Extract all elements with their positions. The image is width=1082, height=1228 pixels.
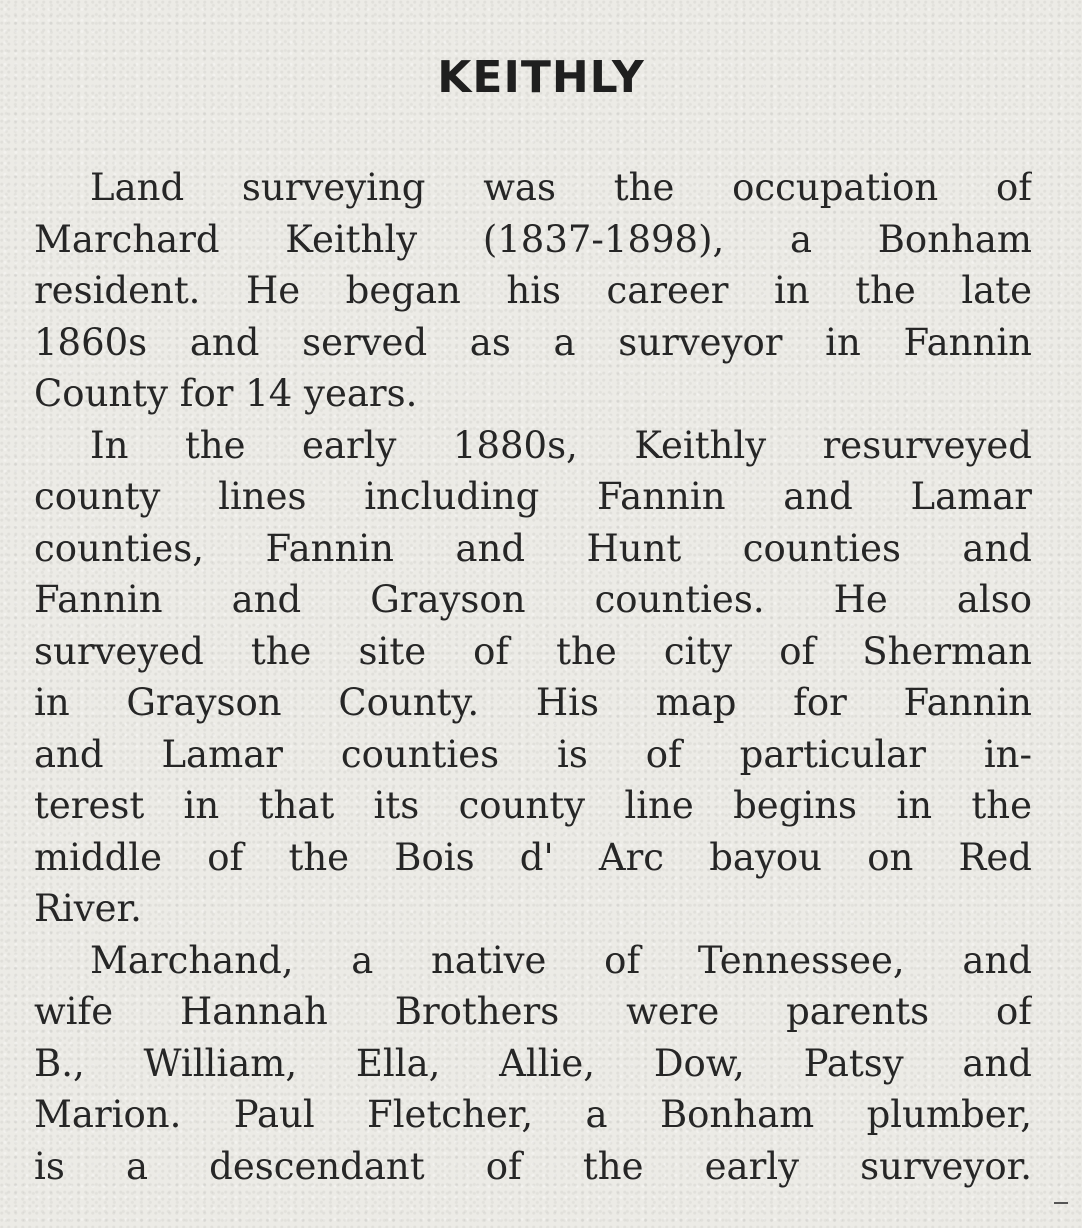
- body-line: In the early 1880s, Keithly resurveyed: [90, 423, 1032, 467]
- body-line: 1860s and served as a surveyor in Fannin: [34, 320, 1032, 364]
- body-line: Marchand, a native of Tennessee, and: [90, 938, 1032, 982]
- body-line: terest in that its county line begins in the: [34, 784, 1032, 827]
- body-line: River.: [34, 887, 142, 930]
- article-body: [34, 162, 1032, 1192]
- body-line: counties, Fannin and Hunt counties and: [34, 526, 1032, 570]
- body-line: B., William, Ella, Allie, Dow, Patsy and: [34, 1041, 1032, 1085]
- article-title: KEITHLY: [437, 52, 645, 103]
- body-line: in Grayson County. His map for Fannin: [34, 681, 1032, 724]
- body-line: county lines including Fannin and Lamar: [34, 475, 1032, 518]
- page-edge-mark: [1054, 1202, 1068, 1204]
- body-line: is a descendant of the early surveyor.: [34, 1144, 1032, 1188]
- body-line: Fannin and Grayson counties. He also: [34, 578, 1032, 621]
- body-line: resident. He began his career in the late: [34, 269, 1032, 312]
- body-line: middle of the Bois d' Arc bayou on Red: [34, 835, 1032, 879]
- body-line: Marchard Keithly (1837-1898), a Bonham: [34, 217, 1032, 261]
- body-line: and Lamar counties is of particular in-: [34, 732, 1032, 776]
- body-line: surveyed the site of the city of Sherman: [34, 629, 1032, 673]
- body-line: Land surveying was the occupation of: [90, 166, 1032, 209]
- body-line: County for 14 years.: [34, 372, 418, 415]
- body-line: wife Hannah Brothers were parents of: [34, 990, 1032, 1033]
- body-line: Marion. Paul Fletcher, a Bonham plumber,: [34, 1093, 1032, 1136]
